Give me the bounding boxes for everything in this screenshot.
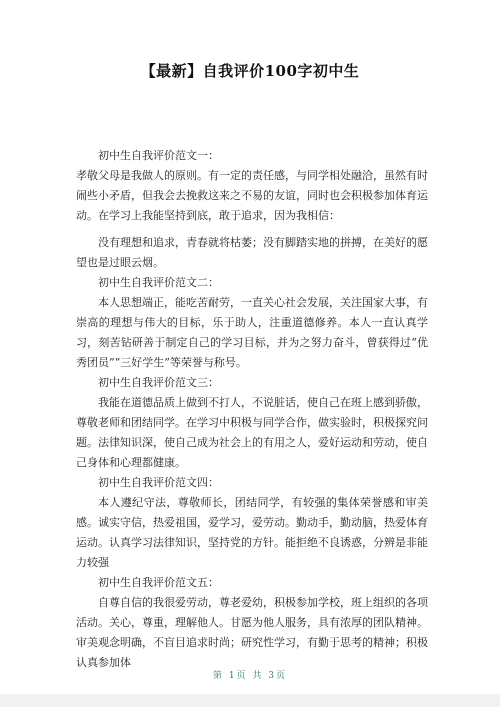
section-heading-4: 初中生自我评价范文四：	[98, 476, 219, 489]
document-title: 【最新】自我评价100字初中生	[140, 62, 360, 80]
section-heading-2: 初中生自我评价范文二：	[98, 276, 219, 289]
paragraph-5: 本人遵纪守法，尊敬师长，团结同学，有较强的集体荣誉感和审美感。诚实守信，热爱祖国，爱学习，爱劳动。勤动手，勤动脑，热爱体育运动。认真学习法律知识，坚持党的方针。能拒绝不良诱惑，分辨是非能力较强	[76, 496, 428, 569]
page-bottom-band	[0, 694, 500, 707]
section-heading-5: 初中生自我评价范文五：	[98, 576, 219, 589]
document-body	[76, 146, 428, 673]
paragraph-6: 自尊自信的我很爱劳动，尊老爱幼，积极参加学校，班上组织的各项活动。关心，尊重，理解他人。甘愿为他人服务，具有浓厚的团队精神。审美观念明确，不盲目追求时尚；研究性学习，有勤于思考的精神；积极认真参加体	[76, 596, 428, 669]
paragraph-3: 本人思想端正，能吃苦耐劳，一直关心社会发展，关注国家大事，有崇高的理想与伟大的目标，乐于助人，注重道德修养。本人一直认真学习，刻苦钻研善于制定自己的学习目标，并为之努力奋斗，曾获得过“优秀团员”“三好学生”等荣誉与称号。	[76, 296, 428, 369]
section-heading-3: 初中生自我评价范文三：	[98, 376, 219, 389]
page-number-footer: 第 1页 共 3页	[212, 671, 288, 681]
paragraph-4: 我能在道德品质上做到不打人，不说脏话，使自己在班上感到骄傲，尊敬老师和团结同学。在学习中积极与同学合作，做实验时，积极探究问题。法律知识深，使自己成为社会上的有用之人，爱好运动和劳动，使自己身体和心理都健康。	[76, 396, 428, 469]
paragraph-1: 孝敬父母是我做人的原则。有一定的责任感，与同学相处融洽，虽然有时闹些小矛盾，但我会去挽救这来之不易的友谊，同时也会积极参加体育运动。在学习上我能坚持到底，敢于追求，因为我相信：	[76, 169, 428, 222]
section-heading-1: 初中生自我评价范文一：	[98, 149, 219, 162]
paragraph-2: 没有理想和追求，青春就将枯萎；没有脚踏实地的拼搏，在美好的愿望也是过眼云烟。	[76, 236, 428, 269]
